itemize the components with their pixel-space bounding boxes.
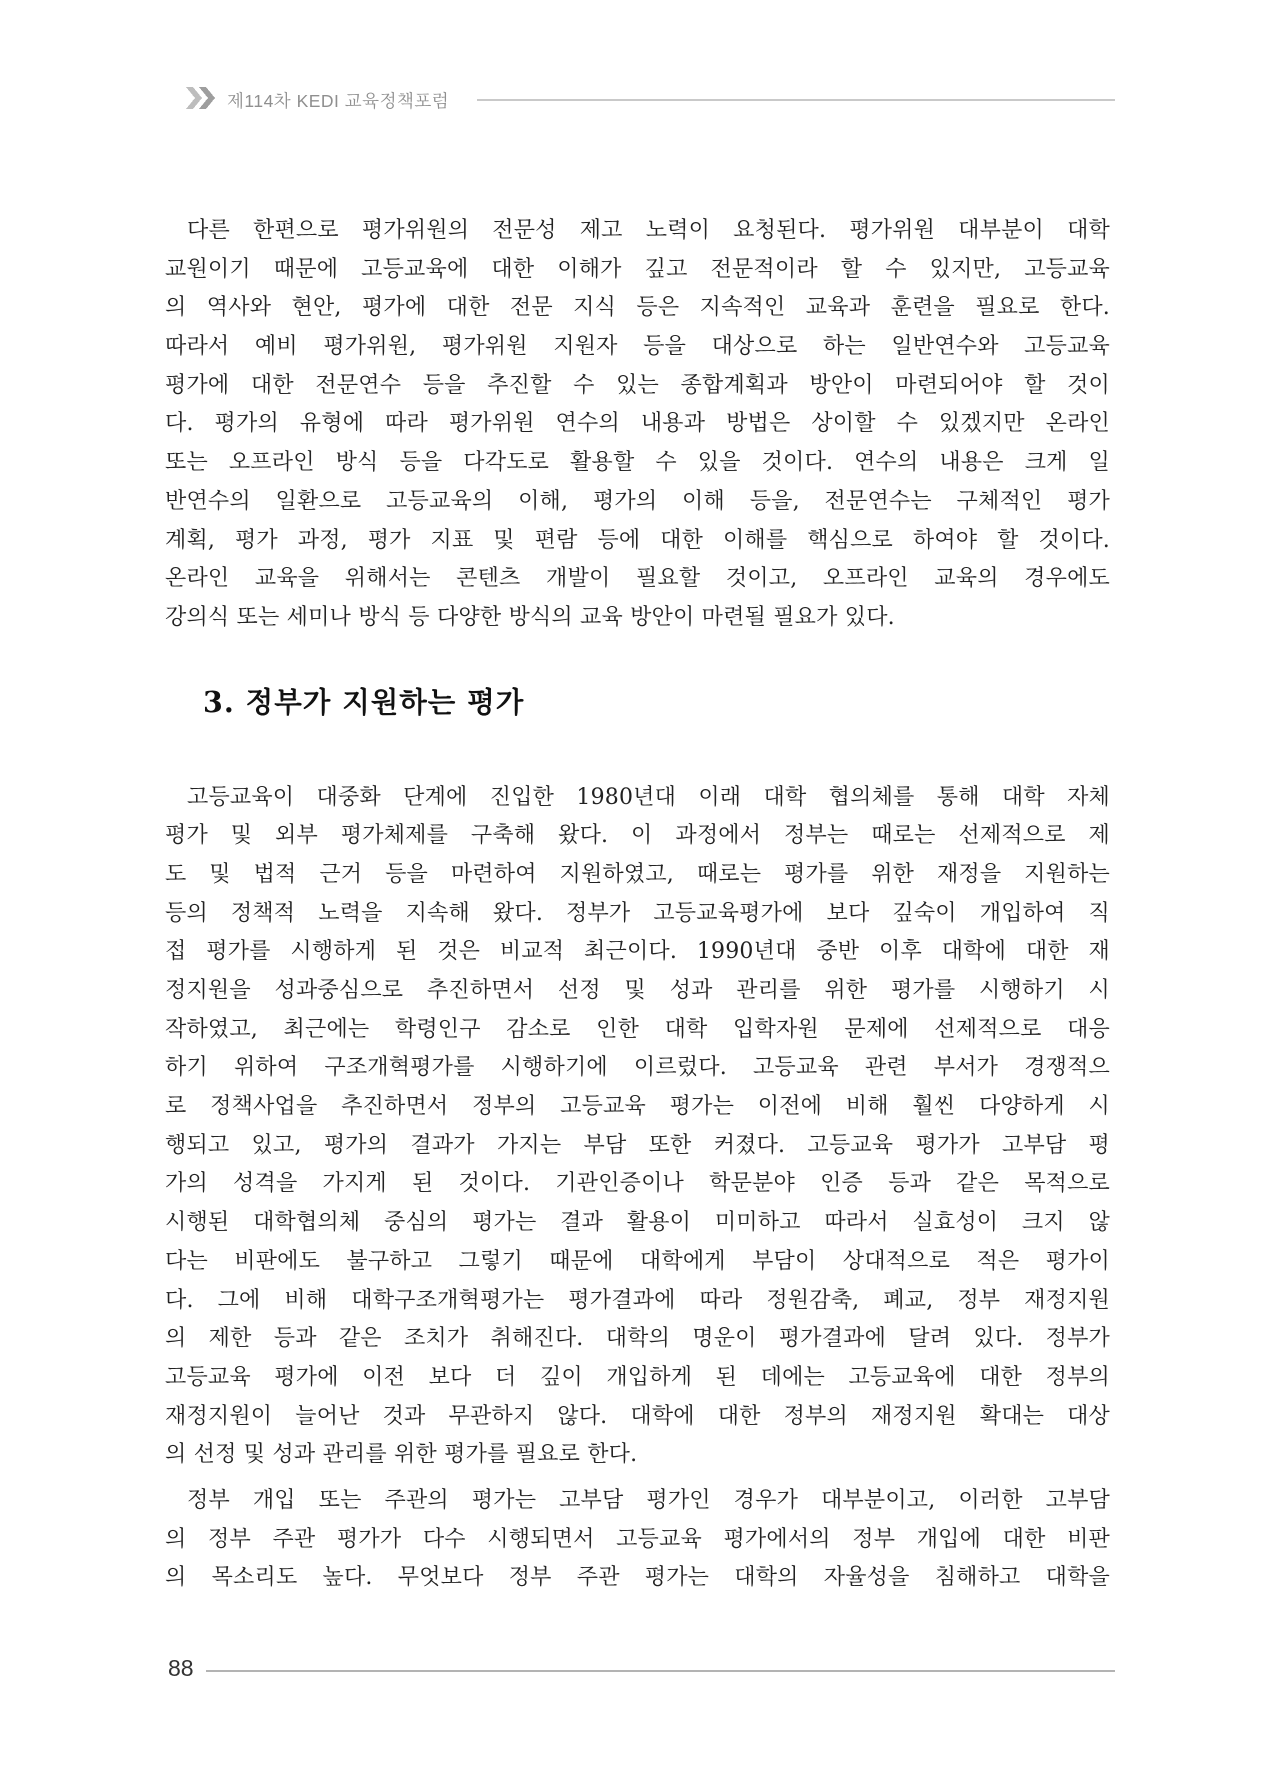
text-line: 평가에 대한 전문연수 등을 추진할 수 있는 종합계획과 방안이 마련되어야 할 것이 <box>165 372 1110 398</box>
text-line: 고등교육이 대중화 단계에 진입한 1980년대 이래 대학 협의체를 통해 대학 자체 <box>187 784 1110 810</box>
text-line: 가의 성격을 가지게 된 것이다. 기관인증이나 학문분야 인증 등과 같은 목적으로 <box>165 1171 1110 1197</box>
paragraph <box>165 1482 1110 1598</box>
text-line: 다는 비판에도 불구하고 그렇기 때문에 대학에게 부담이 상대적으로 적은 평가이 <box>165 1248 1110 1274</box>
text-line: 다른 한편으로 평가위원의 전문성 제고 노력이 요청된다. 평가위원 대부분이 대학 <box>187 218 1110 243</box>
text-line: 의 정부 주관 평가가 다수 시행되면서 고등교육 평가에서의 정부 개입에 대한 비판 <box>165 1526 1110 1552</box>
text-line: 의 선정 및 성과 관리를 위한 평가를 필요로 한다. <box>165 1442 638 1468</box>
text-line: 강의식 또는 세미나 방식 등 다양한 방식의 교육 방안이 마련될 필요가 있다. <box>165 604 895 630</box>
text-line: 따라서 예비 평가위원, 평가위원 지원자 등을 대상으로 하는 일반연수와 고등교육 <box>165 334 1110 360</box>
paragraph <box>165 779 1110 1475</box>
text-line: 로 정책사업을 추진하면서 정부의 고등교육 평가는 이전에 비해 훨씬 다양하게 시 <box>165 1094 1110 1120</box>
text-line: 반연수의 일환으로 고등교육의 이해, 평가의 이해 등을, 전문연수는 구체적인 평가 <box>165 488 1110 514</box>
text-line: 작하였고, 최근에는 학령인구 감소로 인한 대학 입학자원 문제에 선제적으로 대응 <box>165 1016 1110 1042</box>
text-line: 도 및 법적 근거 등을 마련하여 지원하였고, 때로는 평가를 위한 재정을 지원하는 <box>165 861 1110 887</box>
page-number: 88 <box>168 1654 194 1681</box>
text-line: 시행된 대학협의체 중심의 평가는 결과 활용이 미미하고 따라서 실효성이 크지 않 <box>165 1210 1110 1236</box>
text-line: 행되고 있고, 평가의 결과가 가지는 부담 또한 커졌다. 고등교육 평가가 고부담 평 <box>165 1132 1110 1158</box>
text-line: 정지원을 성과중심으로 추진하면서 선정 및 성과 관리를 위한 평가를 시행하기 시 <box>165 978 1110 1003</box>
text-line: 정부 개입 또는 주관의 평가는 고부담 평가인 경우가 대부분이고, 이러한 고부담 <box>187 1487 1110 1513</box>
text-line: 하기 위하여 구조개혁평가를 시행하기에 이르렀다. 고등교육 관련 부서가 경쟁적으 <box>165 1055 1110 1081</box>
text-line: 등의 정책적 노력을 지속해 왔다. 정부가 고등교육평가에 보다 깊숙이 개입하여 직 <box>165 900 1110 926</box>
text-line: 또는 오프라인 방식 등을 다각도로 활용할 수 있을 것이다. 연수의 내용은 크게 일 <box>165 450 1110 476</box>
text-line: 고등교육 평가에 이전 보다 더 깊이 개입하게 된 데에는 고등교육에 대한 정부의 <box>165 1364 1110 1390</box>
text-line: 의 제한 등과 같은 조치가 취해진다. 대학의 명운이 평가결과에 달려 있다. 정부가 <box>165 1326 1110 1352</box>
text-line: 의 목소리도 높다. 무엇보다 정부 주관 평가는 대학의 자율성을 침해하고 대학을 <box>165 1565 1110 1591</box>
footer-rule <box>206 1670 1115 1672</box>
text-line: 다. 평가의 유형에 따라 평가위원 연수의 내용과 방법은 상이할 수 있겠지만 온라인 <box>165 411 1110 437</box>
text-line: 다. 그에 비해 대학구조개혁평가는 평가결과에 따라 정원감축, 폐교, 정부 재정지원 <box>165 1287 1110 1313</box>
page-footer <box>168 1652 1115 1684</box>
document-body <box>165 0 1110 1598</box>
text-line: 계획, 평가 과정, 평가 지표 및 편람 등에 대한 이해를 핵심으로 하여야 할 것이다. <box>165 527 1110 553</box>
text-line: 접 평가를 시행하게 된 것은 비교적 최근이다. 1990년대 중반 이후 대학에 대한 재 <box>165 939 1110 965</box>
text-line: 재정지원이 늘어난 것과 무관하지 않다. 대학에 대한 정부의 재정지원 확대는 대상 <box>165 1403 1110 1429</box>
text-line: 의 역사와 현안, 평가에 대한 전문 지식 등은 지속적인 교육과 훈련을 필요로 한다. <box>165 295 1110 321</box>
section-heading <box>203 682 1110 722</box>
text-line: 교원이기 때문에 고등교육에 대한 이해가 깊고 전문적이라 할 수 있지만, 고등교육 <box>165 256 1110 282</box>
paragraph <box>165 212 1110 638</box>
text-line: 온라인 교육을 위해서는 콘텐츠 개발이 필요할 것이고, 오프라인 교육의 경우에도 <box>165 566 1110 592</box>
text-line: 평가 및 외부 평가체제를 구축해 왔다. 이 과정에서 정부는 때로는 선제적으로 제 <box>165 823 1110 849</box>
text-line: 3. 정부가 지원하는 평가 <box>203 684 525 719</box>
forum-title: 제114차 KEDI 교육정책포럼 <box>227 90 450 111</box>
